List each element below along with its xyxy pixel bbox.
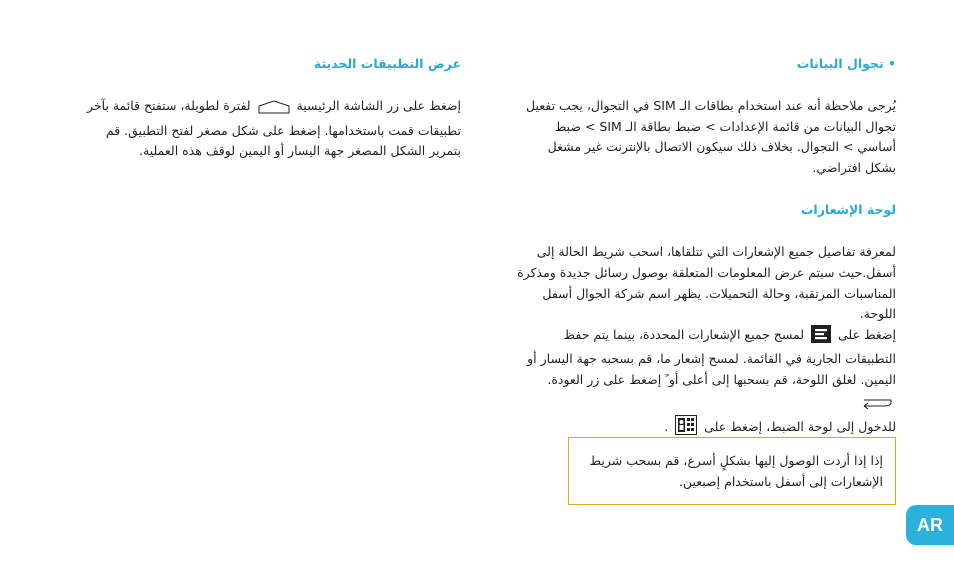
clear-notifications-icon	[811, 325, 831, 350]
recent-text-before: إضغط على زر الشاشة الرئيسية	[296, 98, 461, 113]
tip-text: إذا إذا أردت الوصول إليها بشكلٍ أسرع، قم بسحب شريط الإشعارات إلى أسفل باستخدام إصبعين.	[589, 453, 883, 489]
recent-apps-paragraph	[83, 96, 461, 162]
roaming-heading: • تجوال البيانات	[796, 56, 896, 71]
notifications-heading: لوحة الإشعارات	[800, 202, 896, 218]
notifications-paragraph: لمعرفة تفاصيل جميع الإشعارات التي تتلقاها، اسحب شريط الحالة إلى أسفل.حيث سيتم عرض المعلومات المتعلقة بوصول رسائل جديدة ومذكرة المناسبات المرتقبة، وحالة التحميلات. يظهر اسم شركة الجوال أسفل اللوحة.	[517, 244, 896, 322]
home-button-icon	[258, 100, 290, 121]
settings-text-before: للدخول إلى لوحة الضبط، إضغط على	[704, 419, 896, 435]
back-arrow-icon	[861, 395, 893, 416]
right-column	[516, 54, 896, 442]
roaming-paragraph: يُرجى ملاحظة أنه عند استخدام بطاقات الـ SIM في التجوال، يجب تفعيل تجوال البيانات من قائمة الإعدادات > ضبط بطاقة الـ SIM > ضبط أساسي > التجوال. بخلاف ذلك سيكون الاتصال بالإنترنت غير مشغل بشكل افتراضي.	[526, 98, 896, 175]
clear-notifications-paragraph	[516, 325, 896, 415]
settings-text-after: .	[664, 419, 669, 435]
recent-apps-heading: عرض التطبيقات الحديثة	[313, 56, 461, 71]
clear-text-after: لمسح جميع الإشعارات المحددة، بينما يتم حفظ التطبيقات الجارية في القائمة. لمسح إشعار ما، قم بسحبه جهة اليسار أو اليمين. لغلق اللوحة، قم بسحبها إلى أعلى أو ً إضغط على زر العودة.	[527, 326, 896, 387]
left-column	[83, 54, 461, 162]
tip-box	[568, 437, 896, 505]
language-tab: AR	[906, 505, 954, 545]
recent-text-after: لفترة لطويلة، ستفتح قائمة بآخر تطبيقات قمت باستخدامها. إضغط على شكل مصغر لفتح التطبيق. قم بتمرير الشكل المصغر جهة اليسار أو اليمين لوقف هذه العملية.	[86, 98, 461, 159]
clear-text-before: إضغط على	[838, 326, 896, 342]
